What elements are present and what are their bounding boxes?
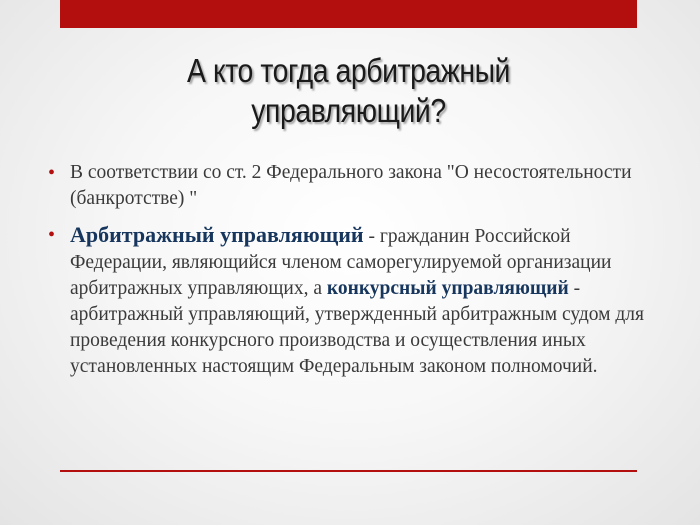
bullet-item-definition xyxy=(44,222,644,380)
bullet-list xyxy=(44,160,644,380)
bullet-marker: • xyxy=(48,162,56,184)
bullet-item-law-reference xyxy=(44,160,644,212)
top-accent-bar xyxy=(60,0,637,28)
term-bankruptcy-manager: конкурсный управляющий xyxy=(326,278,569,299)
bullet-text: В соответствии со ст. 2 Федерального закона "О несостоятельности (банкротстве) " xyxy=(70,162,632,209)
title-line-1: А кто тогда арбитражный xyxy=(187,52,510,89)
bottom-divider xyxy=(60,470,637,472)
definition-text-part2: - арбитражный управляющий, утвержденный арбитражным судом для проведения конкурсного производства и осуществления иных установленных настоящим Федеральным законом полномочий. xyxy=(70,278,645,377)
slide-title xyxy=(100,51,596,131)
title-line-2: управляющий? xyxy=(251,92,446,129)
definition-text-part1: - гражданин Российской Федерации, являющийся членом саморегулируемой организации арбитражных управляющих, а xyxy=(70,226,612,299)
term-arbitration-manager: Арбитражный управляющий xyxy=(70,222,364,247)
bullet-marker: • xyxy=(48,224,56,246)
